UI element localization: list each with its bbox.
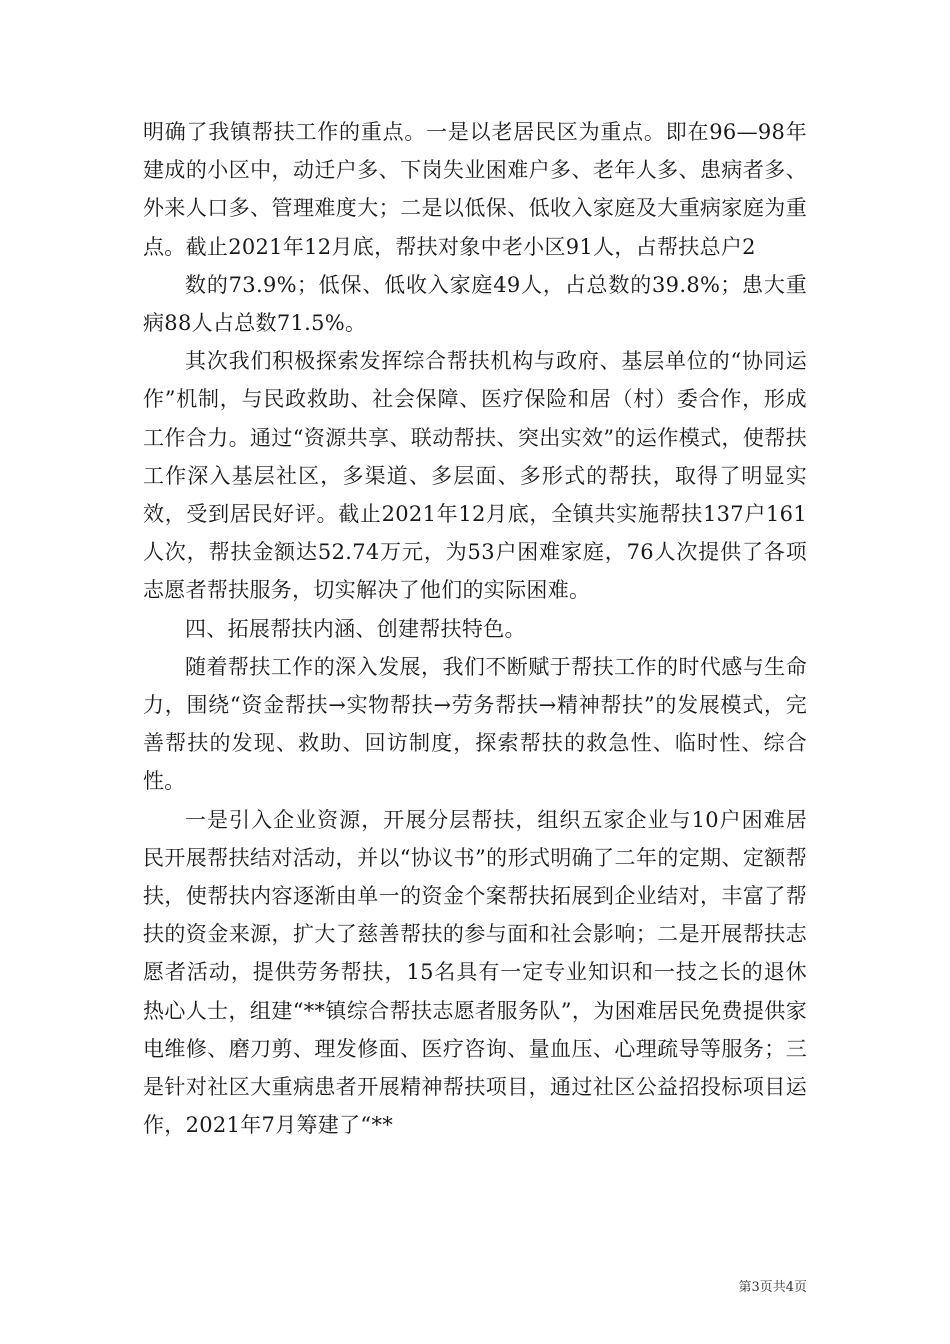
paragraph-development: 随着帮扶工作的深入发展，我们不断赋于帮扶工作的时代感与生命力，围绕“资金帮扶→实物帮扶→劳务帮扶→精神帮扶”的发展模式，完善帮扶的发现、救助、回访制度，探索帮扶的救急性、临时性、综合性。 xyxy=(143,654,807,794)
section-heading-four: 四、拓展帮扶内涵、创建帮扶特色。 xyxy=(185,616,526,641)
paragraph-focus-areas: 明确了我镇帮扶工作的重点。一是以老居民区为重点。即在96—98年建成的小区中，动迁户多、下岗失业困难户多、老年人多、患病者多、外来人口多、管理难度大；二是以低保、低收入家庭及大重病家庭为重点。截止2021年12月底，帮扶对象中老小区91人，占帮扶总户2 xyxy=(143,120,807,259)
document-body xyxy=(143,113,807,1144)
paragraph-coordination: 其次我们积极探索发挥综合帮扶机构与政府、基层单位的“协同运作”机制，与民政救助、社会保障、医疗保险和居（村）委合作，形成工作合力。通过“资源共享、联动帮扶、突出实效”的运作模式，使帮扶工作深入基层社区，多渠道、多层面、多形式的帮扶，取得了明显实效，受到居民好评。截止2021年12月底，全镇共实施帮扶137户161人次，帮扶金额达52.74万元，为53户困难家庭，76人次提供了各项志愿者帮扶服务，切实解决了他们的实际困难。 xyxy=(143,349,807,603)
page-number-footer: 第3页共4页 xyxy=(738,1280,807,1295)
paragraph-statistics: 数的73.9%；低保、低收入家庭49人，占总数的39.8%；患大重病88人占总数71.5%。 xyxy=(143,272,807,336)
paragraph-initiatives: 一是引入企业资源，开展分层帮扶，组织五家企业与10户困难居民开展帮扶结对活动，并以“协议书”的形式明确了二年的定期、定额帮扶，使帮扶内容逐渐由单一的资金个案帮扶拓展到企业结对，丰富了帮扶的资金来源，扩大了慈善帮扶的参与面和社会影响；二是开展帮扶志愿者活动，提供劳务帮扶，15名具有一定专业知识和一技之长的退休热心人士，组建“**镇综合帮扶志愿者服务队”，为困难居民免费提供家电维修、磨刀剪、理发修面、医疗咨询、量血压、心理疏导等服务；三是针对社区大重病患者开展精神帮扶项目，通过社区公益招投标项目运作，2021年7月筹建了“** xyxy=(143,807,807,1138)
